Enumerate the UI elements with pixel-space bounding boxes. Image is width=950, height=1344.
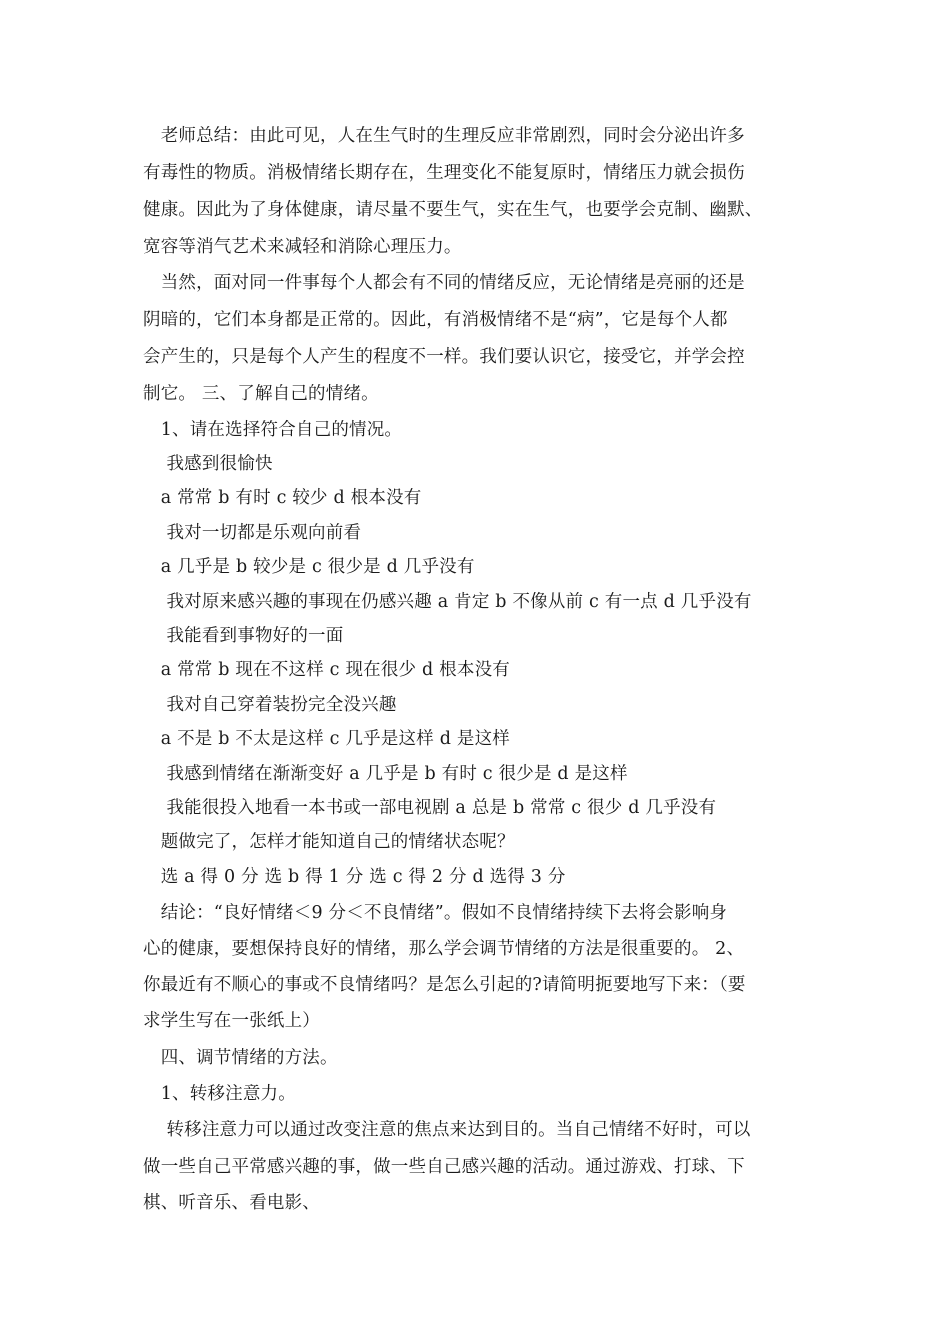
text-line: 棋、听音乐、看电影、 bbox=[143, 1193, 320, 1213]
text-line: 健康。因此为了身体健康，请尽量不要生气，实在生气，也要学会克制、幽默、 bbox=[143, 200, 763, 220]
text-line: 选 a 得 0 分 选 b 得 1 分 选 c 得 2 分 d 选得 3 分 bbox=[143, 867, 566, 887]
text-line: 会产生的，只是每个人产生的程度不一样。我们要认识它，接受它，并学会控 bbox=[143, 347, 745, 367]
text-line: 你最近有不顺心的事或不良情绪吗？是怎么引起的?请简明扼要地写下来：（要 bbox=[143, 975, 746, 995]
text-line: 转移注意力可以通过改变注意的焦点来达到目的。当自己情绪不好时，可以 bbox=[143, 1120, 751, 1140]
text-line: 有毒性的物质。消极情绪长期存在，生理变化不能复原时，情绪压力就会损伤 bbox=[143, 163, 745, 183]
text-line: 1、请在选择符合自己的情况。 bbox=[143, 420, 403, 440]
text-line: 1、转移注意力。 bbox=[143, 1084, 296, 1104]
text-line: 老师总结：由此可见，人在生气时的生理反应非常剧烈，同时会分泌出许多 bbox=[143, 126, 745, 146]
text-line: 题做完了，怎样才能知道自己的情绪状态呢？ bbox=[143, 832, 515, 852]
text-line: 我能看到事物好的一面 bbox=[143, 626, 344, 646]
text-line: 心的健康，要想保持良好的情绪，那么学会调节情绪的方法是很重要的。 2、 bbox=[143, 939, 745, 959]
text-line: 四、调节情绪的方法。 bbox=[143, 1048, 338, 1068]
text-line: 我对自己穿着装扮完全没兴趣 bbox=[143, 695, 397, 715]
text-line: a 常常 b 有时 c 较少 d 根本没有 bbox=[143, 488, 422, 508]
text-line: 我感到很愉快 bbox=[143, 454, 273, 474]
text-line: 求学生写在一张纸上） bbox=[143, 1011, 320, 1031]
text-line: 做一些自己平常感兴趣的事，做一些自己感兴趣的活动。通过游戏、打球、下 bbox=[143, 1157, 745, 1177]
text-line: 我对原来感兴趣的事现在仍感兴趣 a 肯定 b 不像从前 c 有一点 d 几乎没有 bbox=[143, 592, 752, 612]
text-line: 宽容等消气艺术来减轻和消除心理压力。 bbox=[143, 237, 462, 257]
text-line: a 不是 b 不太是这样 c 几乎是这样 d 是这样 bbox=[143, 729, 510, 749]
text-line: 当然，面对同一件事每个人都会有不同的情绪反应，无论情绪是亮丽的还是 bbox=[143, 273, 745, 293]
text-line: a 常常 b 现在不这样 c 现在很少 d 根本没有 bbox=[143, 660, 510, 680]
text-line: 我对一切都是乐观向前看 bbox=[143, 523, 362, 543]
text-line: 结论：“良好情绪＜9 分＜不良情绪”。假如不良情绪持续下去将会影响身 bbox=[143, 903, 728, 923]
text-line: 制它。 三、了解自己的情绪。 bbox=[143, 384, 379, 404]
text-line: 我能很投入地看一本书或一部电视剧 a 总是 b 常常 c 很少 d 几乎没有 bbox=[143, 798, 717, 818]
text-line: 我感到情绪在渐渐变好 a 几乎是 b 有时 c 很少是 d 是这样 bbox=[143, 764, 628, 784]
text-line: 阴暗的，它们本身都是正常的。因此，有消极情绪不是“病”，它是每个人都 bbox=[143, 310, 728, 330]
text-line: a 几乎是 b 较少是 c 很少是 d 几乎没有 bbox=[143, 557, 475, 577]
